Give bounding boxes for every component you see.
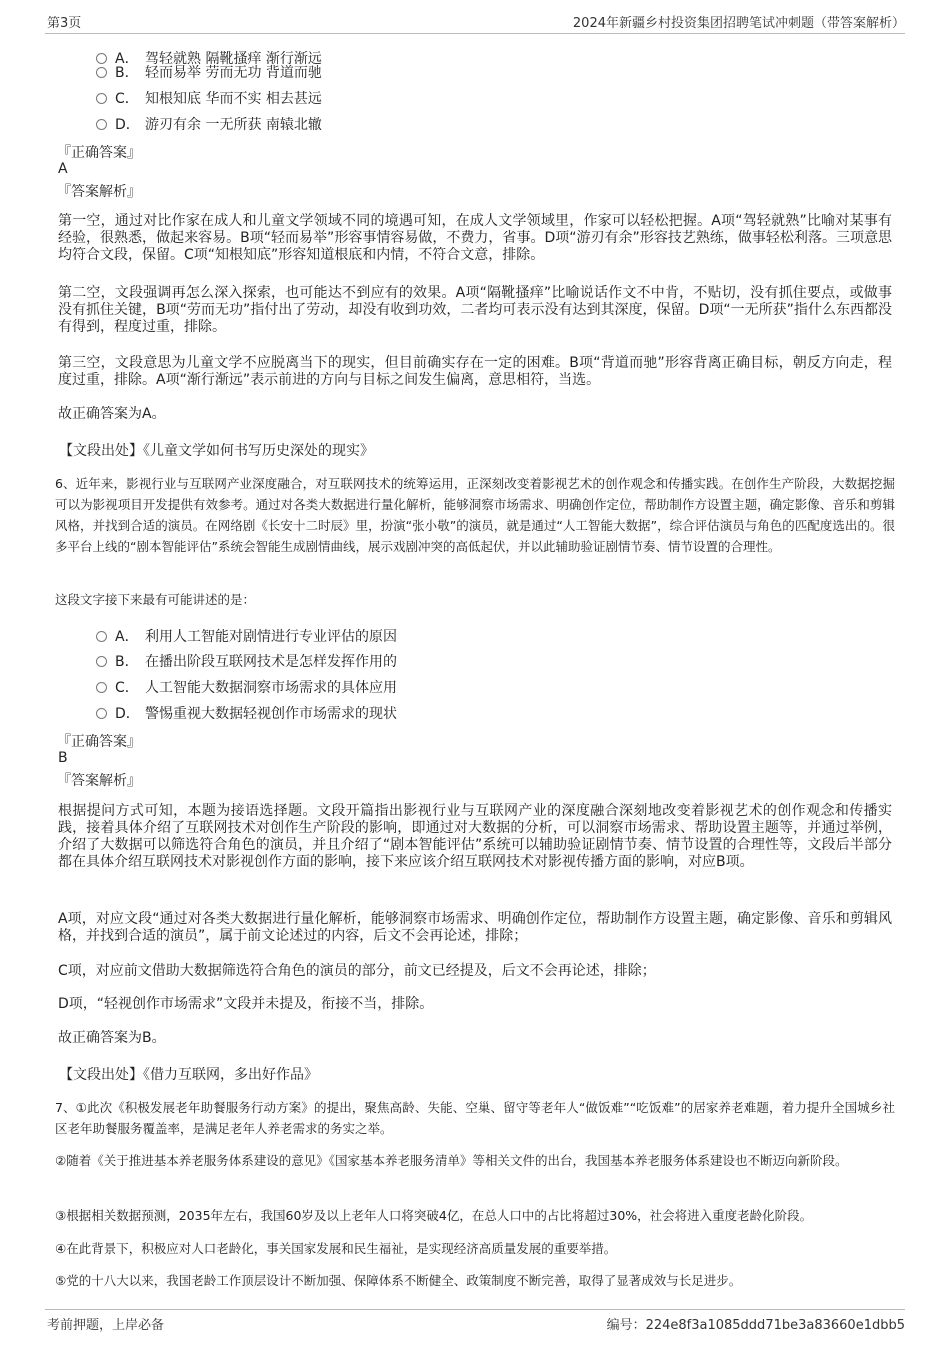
q6-analysis-para-4: D项，“轻视创作市场需求”文段并未提及，衔接不当，排除。	[58, 996, 434, 1012]
option-text: 人工智能大数据洞察市场需求的具体应用	[145, 680, 397, 696]
q7-sentence-2: ②随着《关于推进基本养老服务体系建设的意见》《国家基本养老服务清单》等相关文件的出台，我国基本养老服务体系建设也不断迈向新阶段。	[55, 1153, 848, 1168]
option-text: 利用人工智能对剧情进行专业评估的原因	[145, 629, 397, 645]
q5-analysis-para-2: 第二空，文段强调再怎么深入探索，也可能达不到应有的效果。A项“隔靴搔痒”比喻说话作文不中肯，不贴切，没有抓住要点，或做事没有抓住关键，B项“劳而无功”指付出了劳动，却没有收到功效，二者均可表示没有达到其深度，保留。D项“一无所获”指什么东西都没有得到，程度过重，排除。	[58, 285, 892, 335]
document-id	[607, 1314, 905, 1333]
q6-analysis-para-3: C项，对应前文借助大数据筛选符合角色的演员的部分，前文已经提及，后文不会再论述，排除；	[58, 963, 656, 979]
q6-prompt: 这段文字接下来最有可能讲述的是：	[55, 592, 256, 607]
q6-option-c[interactable]	[96, 677, 397, 697]
document-id-code: 224e8f3a1085ddd71be3a83660e1dbb5	[645, 1318, 905, 1333]
document-title: 2024年新疆乡村投资集团招聘笔试冲刺题（带答案解析）	[572, 16, 905, 31]
q6-source: 【文段出处】《借力互联网，多出好作品》	[59, 1067, 318, 1083]
option-label: A．	[115, 629, 139, 645]
radio-icon[interactable]	[96, 67, 107, 78]
q7-sentence-3: ③根据相关数据预测，2035年左右，我国60岁及以上老年人口将突破4亿，在总人口中的占比将超过30%，社会将进入重度老龄化阶段。	[55, 1208, 813, 1223]
q5-option-d[interactable]	[96, 114, 322, 134]
option-label: A．	[115, 51, 139, 67]
option-label: C．	[115, 91, 139, 107]
q6-analysis-para-1: 根据提问方式可知，本题为接语选择题。文段开篇指出影视行业与互联网产业的深度融合深刻地改变着影视艺术的创作观念和传播实践，接着具体介绍了互联网技术对创作生产阶段的影响，即通过对大数据的分析，可以洞察市场需求、帮助设置主题等，并通过举例，介绍了大数据可以筛选符合角色的演员，并且介绍了“剧本智能评估”系统可以辅助验证剧情节奏、情节设置的合理性等，文段后半部分都在具体介绍互联网技术对影视创作方面的影响，接下来应该介绍互联网技术对影视传播方面的影响，对应B项。	[58, 803, 892, 870]
q6-answer: B	[58, 750, 68, 766]
option-text: 在播出阶段互联网技术是怎样发挥作用的	[145, 654, 397, 670]
q5-source: 【文段出处】《儿童文学如何书写历史深处的现实》	[59, 443, 374, 459]
page-number: 第3页	[47, 16, 82, 31]
option-label: D．	[115, 706, 140, 722]
option-text: 知根知底 华而不实 相去甚远	[145, 91, 322, 107]
radio-icon[interactable]	[96, 93, 107, 104]
q6-option-b[interactable]	[96, 651, 397, 671]
q6-analysis-conclusion: 故正确答案为B。	[58, 1030, 166, 1046]
q5-analysis-para-3: 第三空，文段意思为儿童文学不应脱离当下的现实，但目前确实存在一定的困难。B项“背道而驰”形容背离正确目标，朝反方向走，程度过重，排除。A项“渐行渐远”表示前进的方向与目标之间发生偏离，意思相符，当选。	[58, 355, 892, 388]
q6-analysis-heading: 『答案解析』	[57, 773, 141, 789]
footer-slogan: 考前押题，上岸必备	[47, 1318, 165, 1333]
q6-analysis-para-2: A项，对应文段“通过对各类大数据进行量化解析，能够洞察市场需求、明确创作定位，帮助制作方设置主题，确定影像、音乐和剪辑风格，并找到合适的演员”，属于前文论述过的内容，后文不会再论述，排除；	[58, 911, 892, 944]
radio-icon[interactable]	[96, 119, 107, 130]
radio-icon[interactable]	[96, 656, 107, 667]
document-id-label: 编号：	[606, 1318, 646, 1333]
footer-divider	[45, 1309, 905, 1310]
option-label: B．	[115, 65, 139, 81]
q7-sentence-4: ④在此背景下，积极应对人口老龄化，事关国家发展和民生福祉，是实现经济高质量发展的重要举措。	[55, 1241, 617, 1256]
q7-sentence-1: 7、①此次《积极发展老年助餐服务行动方案》的提出，聚焦高龄、失能、空巢、留守等老年人“做饭难”“吃饭难”的居家养老难题，着力提升全国城乡社区老年助餐服务覆盖率，是满足老年人养老需求的务实之举。	[55, 1100, 895, 1136]
q5-option-c[interactable]	[96, 88, 322, 108]
q5-analysis-heading: 『答案解析』	[57, 184, 141, 200]
option-text: 游刃有余 一无所获 南辕北辙	[145, 117, 322, 133]
q5-option-b[interactable]	[96, 62, 322, 82]
q6-option-a[interactable]	[96, 626, 397, 646]
q7-sentence-5: ⑤党的十八大以来，我国老龄工作顶层设计不断加强、保障体系不断健全、政策制度不断完善，取得了显著成效与长足进步。	[55, 1273, 742, 1288]
q5-answer-heading: 『正确答案』	[57, 145, 141, 161]
option-label: D．	[115, 117, 140, 133]
header-divider	[45, 33, 905, 34]
option-label: C．	[115, 680, 139, 696]
radio-icon[interactable]	[96, 682, 107, 693]
q5-answer: A	[58, 161, 68, 177]
option-text: 轻而易举 劳而无功 背道而驰	[145, 65, 322, 81]
option-text: 警惕重视大数据轻视创作市场需求的现状	[145, 706, 397, 722]
radio-icon[interactable]	[96, 631, 107, 642]
q6-option-d[interactable]	[96, 703, 397, 723]
option-text: 驾轻就熟 隔靴搔痒 渐行渐远	[145, 51, 322, 67]
option-label: B．	[115, 654, 139, 670]
q5-analysis-para-1: 第一空，通过对比作家在成人和儿童文学领域不同的境遇可知，在成人文学领域里，作家可以轻松把握。A项“驾轻就熟”比喻对某事有经验，很熟悉，做起来容易。B项“轻而易举”形容事情容易做，不费力，省事。D项“游刃有余”形容技艺熟练，做事轻松利落。三项意思均符合文段，保留。C项“知根知底”形容知道根底和内情，不符合文意，排除。	[58, 213, 892, 263]
q6-question: 6、近年来，影视行业与互联网产业深度融合，对互联网技术的统筹运用，正深刻改变着影视艺术的创作观念和传播实践。在创作生产阶段，大数据挖掘可以为影视项目开发提供有效参考。通过对各类大数据进行量化解析，能够洞察市场需求、明确创作定位，帮助制作方设置主题，确定影像、音乐和剪辑风格，并找到合适的演员。在网络剧《长安十二时辰》里，扮演“张小敬”的演员，就是通过“人工智能大数据”，综合评估演员与角色的匹配度选出的。很多平台上线的“剧本智能评估”系统会智能生成剧情曲线，展示戏剧冲突的高低起伏，并以此辅助验证剧情节奏、情节设置的合理性。	[55, 476, 895, 554]
q5-analysis-conclusion: 故正确答案为A。	[58, 406, 166, 422]
q6-answer-heading: 『正确答案』	[57, 734, 141, 750]
radio-icon[interactable]	[96, 708, 107, 719]
